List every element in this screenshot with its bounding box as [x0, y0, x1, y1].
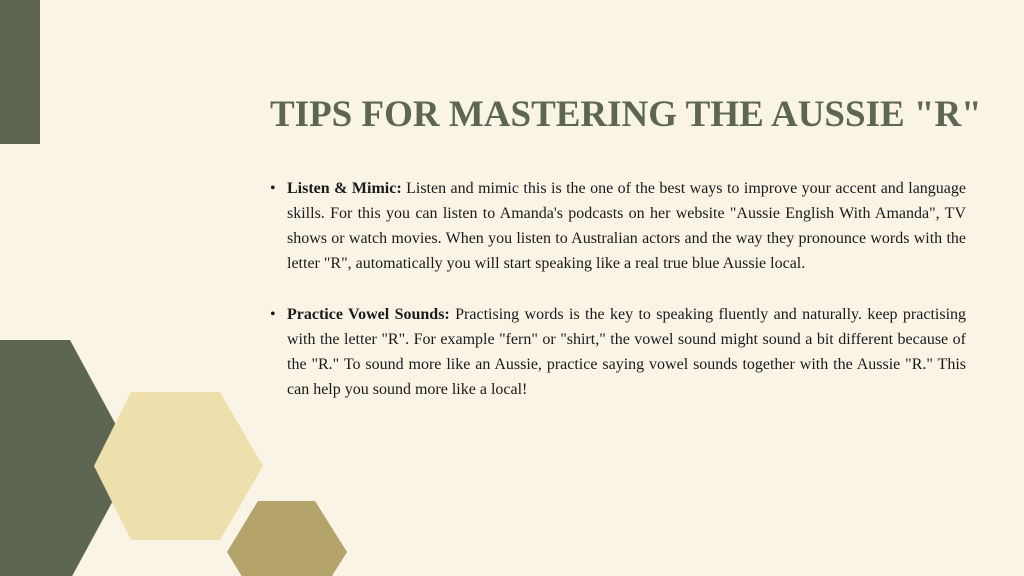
tip-text: Practising words is the key to speaking fluently and naturally. keep practising with the letter "R". For example "fern" or "shirt," the vowel sound might sound a bit different because of the "R." To sound more like an Aussie, practice saying vowel sounds together with the Aussie "R." This can help you sound more like a local! [287, 306, 967, 398]
tip-label: Listen & Mimic: [287, 180, 402, 197]
bullet-dot-icon: • [270, 180, 276, 197]
bullet-dot-icon: • [270, 306, 276, 323]
slide-title: TIPS FOR MASTERING THE AUSSIE "R" [270, 94, 982, 135]
tip-listen-mimic [270, 176, 966, 276]
tip-label: Practice Vowel Sounds: [287, 306, 450, 323]
tan-hexagon [227, 501, 347, 576]
tip-practice-vowel-sounds [270, 302, 966, 402]
dark-hexagon [0, 340, 135, 576]
tips-list [270, 176, 966, 428]
light-hexagon [94, 392, 263, 540]
tip-text: Listen and mimic this is the one of the best ways to improve your accent and language skills. For this you can listen to Amanda's podcasts on her website "Aussie English With Amanda", TV shows or watch movies. When you listen to Australian actors and the way they pronounce words with the letter "R", automatically you will start speaking like a real true blue Aussie local. [287, 180, 967, 272]
corner-accent-bar [0, 0, 40, 144]
